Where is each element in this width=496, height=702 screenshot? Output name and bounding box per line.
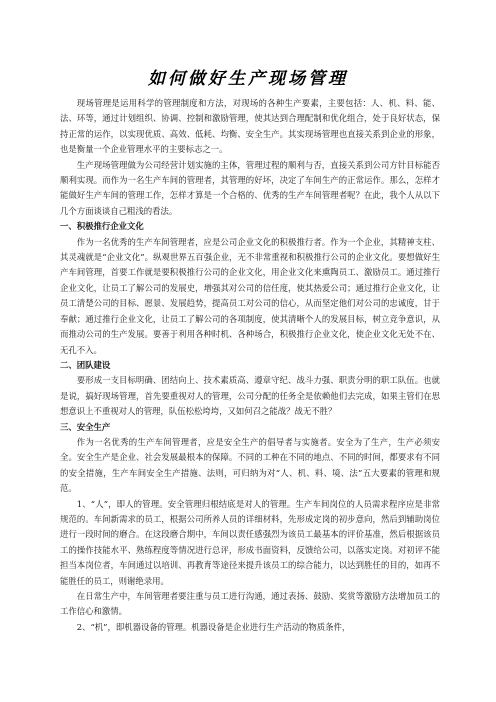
intro-paragraph-1: 现场管理是运用科学的管理制度和方法，对现场的各种生产要素，主要包括：人、机、料、能、法、环等，通过计划组织、协调、控制和激励管理，使其达到合理配制和优化组合，处于良好状态，保持正常的运作，以实现优质、高效、低耗、均衡、安全生产。其实现场管理也直接关系到企业的形象，也是衡量一个企业管理水平的主要标志之一。 — [60, 98, 440, 155]
section-3-heading: 三、安全生产 — [60, 421, 111, 432]
document-body — [60, 96, 440, 635]
section-3-paragraph-2: 1、“人”，即人的管理。安全管理归根结底是对人的管理。生产车间岗位的人员需求程序应是非常规范的。车间新需求的员工，根据公司所养人员的详细材料，先形成定岗的初步意向，然后到辅助岗位进行一段时间的磨合。在这段磨合期中，车间以责任感强烈为该员工最基本的评价基准，然后根据该员工的操作技能水平、熟练程度等情况进行总评，形成书面资料，反馈给公司，以落实定岗。对初评不能担当本岗位者，车间通过以培训、再教育等途径来提升该员工的综合能力，以达到胜任的目的，如再不能胜任的员工，则谢绝录用。 — [60, 498, 440, 586]
intro-paragraph-2: 生产现场管理做为公司经营计划实施的主体，管理过程的顺利与否，直接关系到公司方针目标能否顺利实现。而作为一名生产车间的管理者，其管理的好坏，决定了车间生产的正常运作。那么，怎样才能做好生产车间的管理工作，怎样才算是一个合格的、优秀的生产车间管理者呢？在此，我个人从以下几个方面谈谈自己粗浅的看法。 — [60, 159, 440, 216]
section-1-heading: 一、积极推行企业文化 — [60, 221, 144, 232]
section-2-paragraph: 要形成一支目标明确、团结向上、技术素质高、遵章守纪、战斗力强、职责分明的职工队伍。也就是说，搞好现场管理，首先要重视对人的管理，公司分配的任务全是依赖他们去完成，如果主管们在思想意识上不重视对人的管理，队伍松松垮垮，又如何召之能战？战无不胜？ — [60, 375, 440, 417]
section-1-paragraph: 作为一名优秀的生产车间管理者，应是公司企业文化的积极推行者。作为一个企业，其精神支柱、其灵魂就是“企业文化”。纵观世界五百强企业，无不非常重视和积极推行公司的企业文化。要想做好生产车间管理，首要工作就是要积极推行公司的企业文化，用企业文化来熏陶员工、激励员工。通过推行企业文化，让员工了解公司的发展史，增强其对公司的信任度，使其热爱公司；通过推行企业文化，让员工清楚公司的目标、愿景、发展趋势，提高员工对公司的信心，从而坚定他们对公司的忠诚度，甘于奉献；通过推行企业文化，让员工了解公司的各项制度，使其清晰个人的发展目标，树立竞争意识，从而推动公司的生产发展。要善于利用各种时机、各种场合，积极推行企业文化，使企业文化无处不在、无孔不入。 — [60, 236, 440, 355]
section-3-paragraph-1: 作为一名优秀的生产车间管理者，应是安全生产的倡导者与实施者。安全为了生产，生产必须安全。安全生产是企业、社会发展最根本的保障。不同的工种在不同的地点、不同的时间，都要求有不同的安全措施，生产车间安全生产措施、法则，可归纳为对“人、机、料、境、法”五大要素的管理和规范。 — [60, 436, 440, 494]
section-2-heading: 二、团队建设 — [60, 359, 111, 370]
document-title: 如何做好生产现场管理 — [148, 69, 348, 89]
section-3-paragraph-4: 2、“机”，即机器设备的管理。机器设备是企业进行生产活动的物质条件， — [76, 621, 351, 632]
section-3-paragraph-3: 在日常生产中，车间管理者要注重与员工进行沟通，通过表扬、鼓励、奖赏等激励方法增加员工的工作信心和激情。 — [60, 591, 440, 617]
